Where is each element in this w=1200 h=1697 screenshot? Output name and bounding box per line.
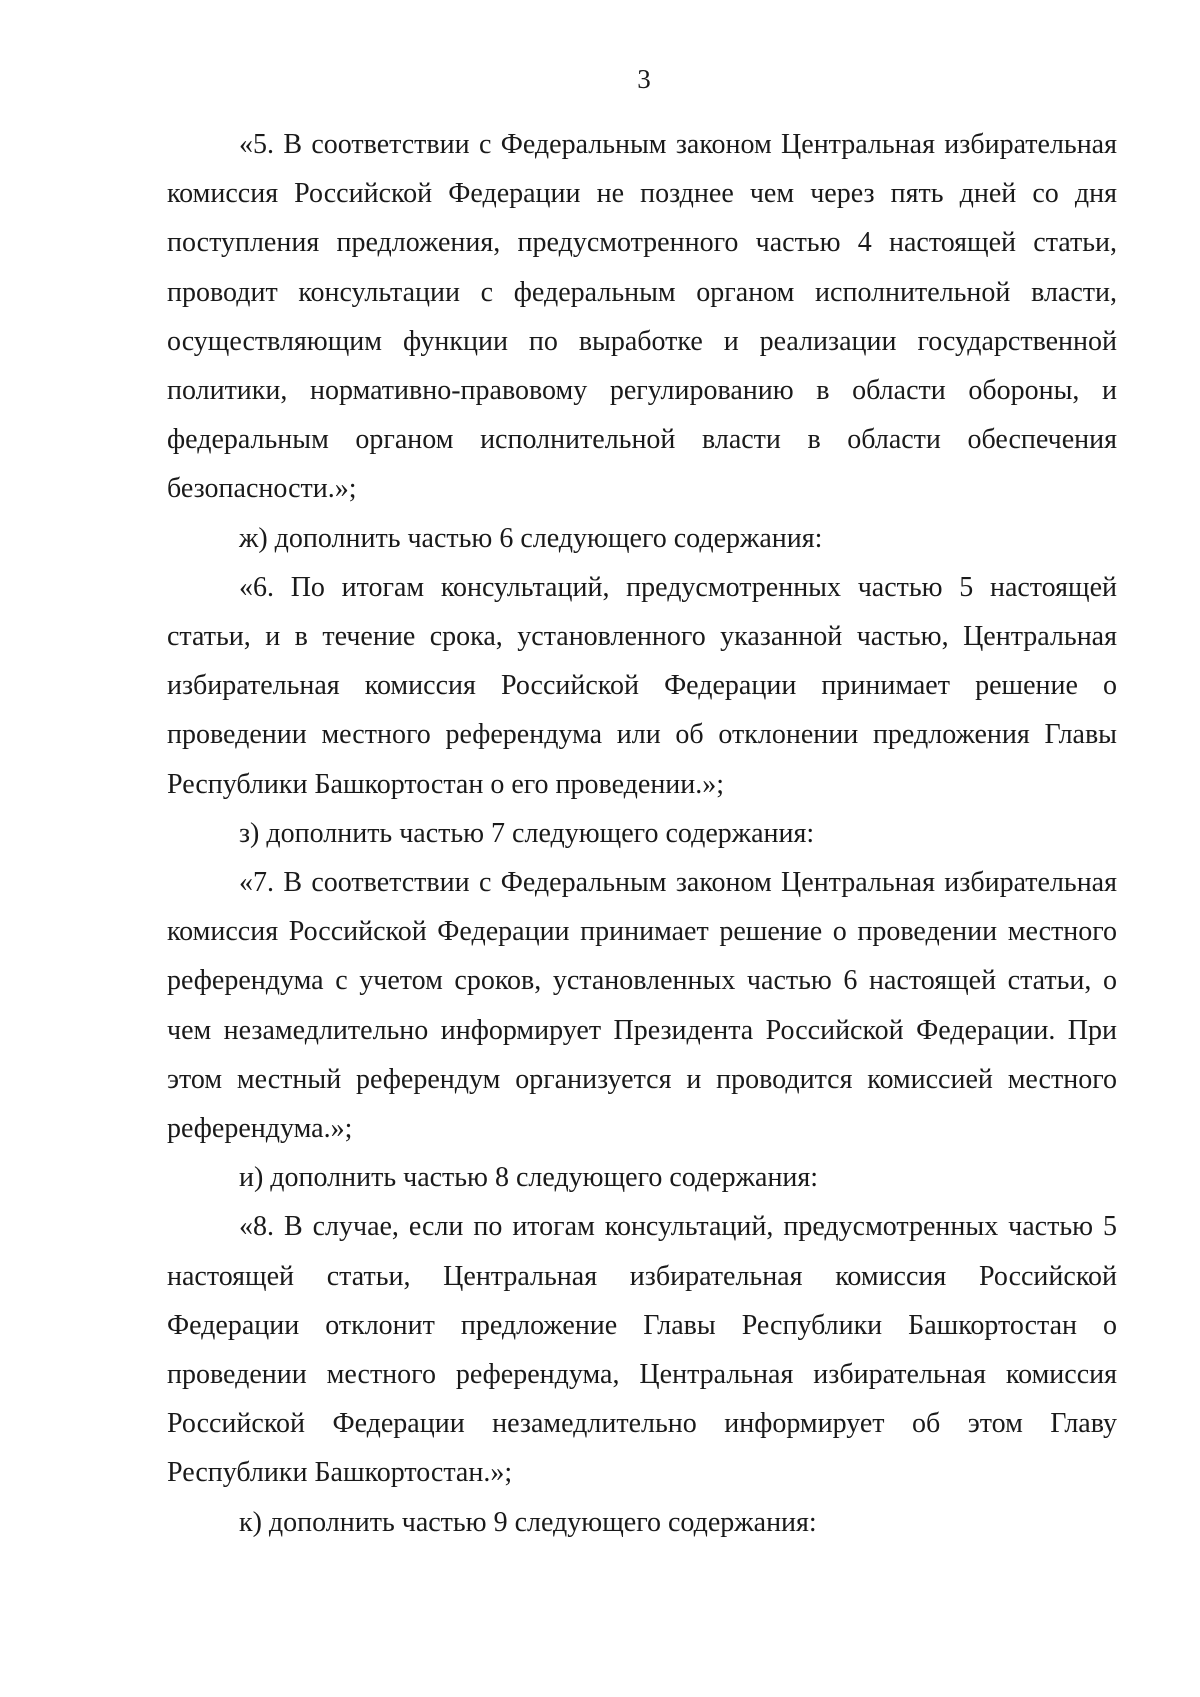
amendment-item-z: з) дополнить частью 7 следующего содержания: xyxy=(239,817,815,849)
document-body xyxy=(167,120,1117,1547)
amendment-item-i: и) дополнить частью 8 следующего содержания: xyxy=(239,1162,819,1194)
paragraph-part-8: «8. В случае, если по итогам консультаций, предусмотренных частью 5 настоящей статьи, Центральная избирательная комиссия Российской Федерации отклонит предложение Главы Республики Башкортостан о проведении местного референдума, Центральная избирательная комиссия Российской Федерации незамедлительно информирует об этом Главу Республики Башкортостан.»; xyxy=(167,1211,1117,1489)
paragraph-part-7: «7. В соответствии с Федеральным законом Центральная избирательная комиссия Российской Федерации принимает решение о проведении местного референдума с учетом сроков, установленных частью 6 настоящей статьи, о чем незамедлительно информирует Президента Российской Федерации. При этом местный референдум организуется и проводится комиссией местного референдума.»; xyxy=(167,867,1117,1145)
paragraph-part-6: «6. По итогам консультаций, предусмотренных частью 5 настоящей статьи, и в течение срока, установленного указанной частью, Центральная избирательная комиссия Российской Федерации принимает решение о проведении местного референдума или об отклонении предложения Главы Республики Башкортостан о его проведении.»; xyxy=(167,571,1117,800)
amendment-item-zh: ж) дополнить частью 6 следующего содержания: xyxy=(239,522,823,554)
page-number: 3 xyxy=(637,64,651,94)
amendment-item-k: к) дополнить частью 9 следующего содержания: xyxy=(239,1506,817,1538)
paragraph-part-5: «5. В соответствии с Федеральным законом Центральная избирательная комиссия Российской Федерации не позднее чем через пять дней со дня поступления предложения, предусмотренного частью 4 настоящей статьи, проводит консультации с федеральным органом исполнительной власти, осуществляющим функции по выработке и реализации государственной политики, нормативно-правовому регулированию в области обороны, и федеральным органом исполнительной власти в области обеспечения безопасности.»; xyxy=(167,129,1117,505)
